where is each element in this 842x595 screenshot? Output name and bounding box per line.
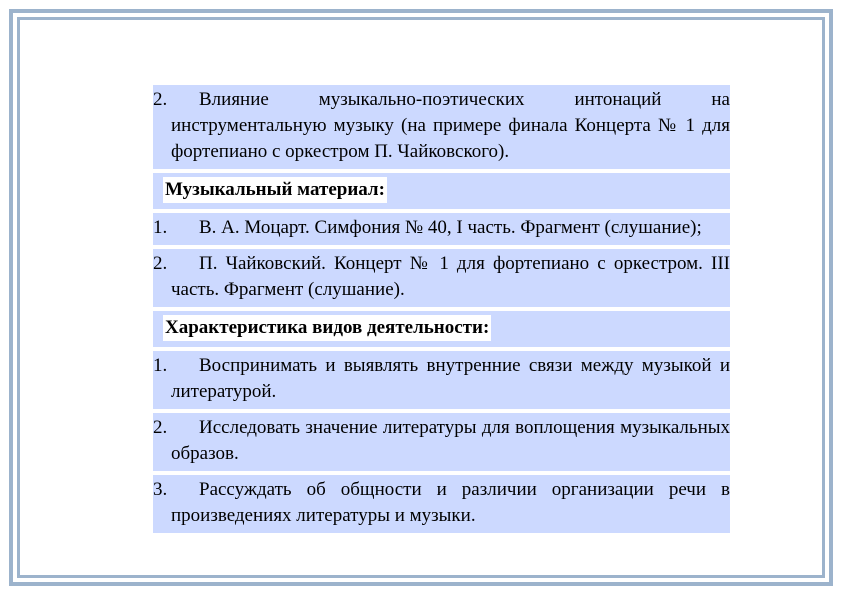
material-item-2 xyxy=(153,249,730,307)
intro-list-item xyxy=(153,85,730,169)
list-number: 3. xyxy=(153,479,168,500)
list-text: П. Чайковский. Концерт № 1 для фортепиано с оркестром. III часть. Фрагмент (слушание). xyxy=(171,253,730,300)
list-text: Влияние музыкально-поэтических интонаций на инструментальную музыку (на примере финала Концерта № 1 для фортепиано с оркестром П. Чайковского). xyxy=(171,89,730,162)
activity-item-2 xyxy=(153,413,730,471)
activity-item-1 xyxy=(153,351,730,409)
activity-item-3 xyxy=(153,475,730,533)
material-heading: Музыкальный материал: xyxy=(153,173,730,209)
list-text: В. А. Моцарт. Симфония № 40, I часть. Фрагмент (слушание); xyxy=(199,217,702,238)
activities-heading: Характеристика видов деятельности: xyxy=(153,311,730,347)
list-number: 2. xyxy=(153,253,168,274)
material-item-1 xyxy=(153,213,730,245)
list-text: Воспринимать и выявлять внутренние связи между музыкой и литературой. xyxy=(171,355,730,402)
list-number: 2. xyxy=(153,89,168,110)
list-number: 1. xyxy=(153,355,168,376)
list-text: Рассуждать об общности и различии организации речи в произведениях литературы и музыки. xyxy=(171,479,730,526)
list-text: Исследовать значение литературы для воплощения музыкальных образов. xyxy=(171,417,730,464)
list-number: 1. xyxy=(153,217,168,238)
list-number: 2. xyxy=(153,417,168,438)
slide-content xyxy=(153,85,730,533)
